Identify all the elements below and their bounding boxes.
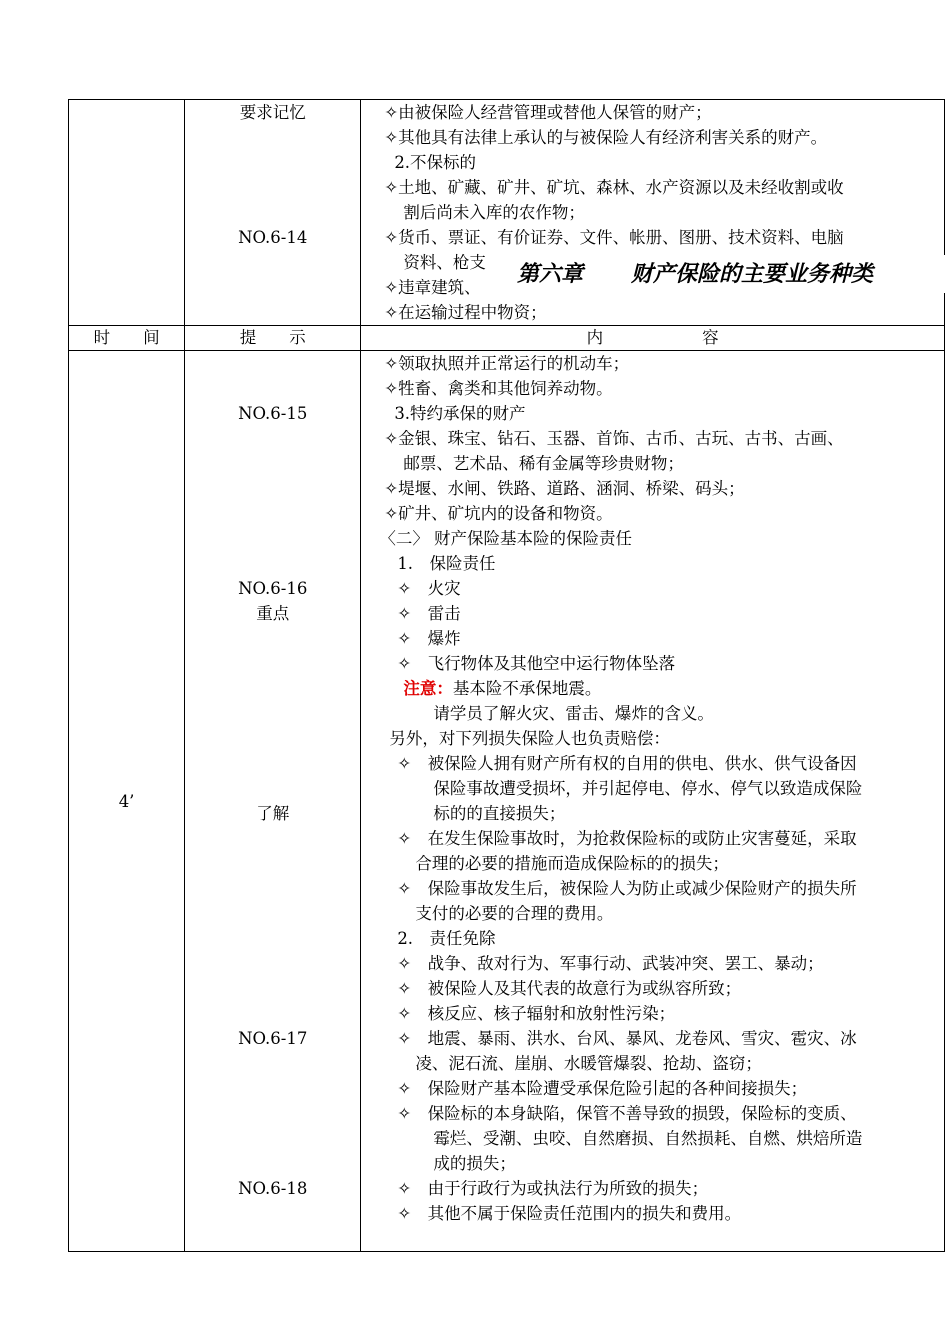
content-line: 合理的必要的措施而造成保险标的的损失； bbox=[415, 854, 729, 873]
content-line: 成的损失； bbox=[433, 1154, 516, 1173]
hint-text: NO.6-18 bbox=[238, 1179, 308, 1198]
content-line: 3.特约承保的财产 bbox=[394, 404, 526, 423]
content-cell-main bbox=[361, 351, 945, 1252]
hint-text: NO.6-15 bbox=[238, 404, 308, 423]
content-line: ✧ 雷击 bbox=[397, 604, 461, 623]
chapter-title-text: 财产保险的主要业务种类 bbox=[631, 261, 874, 287]
hint-text: NO.6-16 bbox=[238, 579, 308, 598]
content-line: 另外，对下列损失保险人也负责赔偿： bbox=[389, 729, 670, 748]
chapter-number: 第六章 bbox=[517, 261, 584, 287]
subsection-heading: 2. 责任免除 bbox=[397, 929, 496, 948]
time-value: 4’ bbox=[118, 791, 135, 811]
hint-text: NO.6-17 bbox=[238, 1029, 308, 1048]
note-line bbox=[361, 676, 944, 701]
note-text: 基本险不承保地震。 bbox=[452, 679, 602, 698]
hint-text: NO.6-14 bbox=[238, 228, 308, 247]
hint-text: 重点 bbox=[256, 604, 290, 623]
header-hint bbox=[185, 326, 361, 351]
chapter-heading bbox=[505, 255, 945, 293]
content-line: 割后尚未入库的农作物； bbox=[403, 203, 585, 222]
table-row-main bbox=[69, 351, 945, 1252]
hint-text: 要求记忆 bbox=[239, 103, 306, 122]
content-line: ✧ 由于行政行为或执法行为所致的损失； bbox=[397, 1179, 709, 1198]
content-line: ✧ 保险财产基本险遭受承保危险引起的各种间接损失； bbox=[397, 1079, 808, 1098]
note-label: 注意： bbox=[403, 679, 453, 698]
hint-text: 了解 bbox=[256, 804, 290, 823]
content-line: ✧ 核反应、核子辐射和放射性污染； bbox=[397, 1004, 676, 1023]
header-time-label: 时 间 bbox=[93, 328, 160, 347]
content-line: ✧ 战争、敌对行为、军事行动、武装冲突、罢工、暴动； bbox=[397, 954, 824, 973]
content-line: ✧领取执照并正常运行的机动车； bbox=[384, 354, 630, 373]
content-line: ✧堤堰、水闸、铁路、道路、涵洞、桥梁、码头； bbox=[384, 479, 745, 498]
content-line: ✧ 爆炸 bbox=[397, 629, 461, 648]
content-line: ✧金银、珠宝、钻石、玉器、首饰、古币、古玩、古书、古画、 bbox=[384, 429, 844, 448]
section-heading: 〈二〉 财产保险基本险的保险责任 bbox=[379, 529, 633, 548]
content-line: ✧牲畜、禽类和其他饲养动物。 bbox=[384, 379, 613, 398]
content-line: ✧货币、票证、有价证券、文件、帐册、图册、技术资料、电脑 bbox=[384, 228, 844, 247]
content-line: 保险事故遭受损坏，并引起停电、停水、停气以致造成保险 bbox=[433, 779, 863, 798]
content-line: 请学员了解火灾、雷击、爆炸的含义。 bbox=[433, 704, 714, 723]
content-line: 霉烂、受潮、虫咬、自然磨损、自然损耗、自燃、烘焙所造 bbox=[433, 1129, 863, 1148]
content-line: 标的的直接损失； bbox=[433, 804, 566, 823]
header-time bbox=[69, 326, 185, 351]
content-line: 资料、枪支 bbox=[403, 253, 486, 272]
content-line: ✧ 地震、暴雨、洪水、台风、暴风、龙卷风、雪灾、雹灾、冰 bbox=[397, 1029, 857, 1048]
time-cell-top bbox=[69, 100, 185, 326]
content-line: ✧矿井、矿坑内的设备和物资。 bbox=[384, 504, 613, 523]
content-line: ✧ 被保险人拥有财产所有权的自用的供电、供水、供气设备因 bbox=[397, 754, 857, 773]
content-line: ✧ 保险事故发生后，被保险人为防止或减少保险财产的损失所 bbox=[397, 879, 857, 898]
content-line: ✧其他具有法律上承认的与被保险人有经济利害关系的财产。 bbox=[384, 128, 828, 147]
subsection-heading: 1. 保险责任 bbox=[397, 554, 496, 573]
content-line: 2.不保标的 bbox=[394, 153, 477, 172]
header-content bbox=[361, 326, 945, 351]
hint-cell-main bbox=[185, 351, 361, 1252]
content-line: ✧土地、矿藏、矿井、矿坑、森林、水产资源以及未经收割或收 bbox=[384, 178, 844, 197]
content-line: ✧ 在发生保险事故时，为抢救保险标的或防止灾害蔓延，采取 bbox=[397, 829, 857, 848]
content-line: ✧违章建筑、 bbox=[384, 278, 481, 297]
content-line: ✧ 火灾 bbox=[397, 579, 461, 598]
content-line: ✧ 其他不属于保险责任范围内的损失和费用。 bbox=[397, 1204, 742, 1223]
table-header-row bbox=[69, 326, 945, 351]
content-line: ✧在运输过程中物资； bbox=[384, 303, 547, 322]
content-line: ✧ 飞行物体及其他空中运行物体坠落 bbox=[397, 654, 676, 673]
content-line: 凌、泥石流、崖崩、水暖管爆裂、抢劫、盗窃； bbox=[415, 1054, 762, 1073]
content-line: 支付的必要的合理的费用。 bbox=[415, 904, 614, 923]
time-cell-main bbox=[69, 351, 185, 1252]
content-line: ✧ 保险标的本身缺陷，保管不善导致的损毁，保险标的变质、 bbox=[397, 1104, 857, 1123]
content-line: ✧由被保险人经营管理或替他人保管的财产； bbox=[384, 103, 712, 122]
hint-cell-top bbox=[185, 100, 361, 326]
content-line: 邮票、艺术品、稀有金属等珍贵财物； bbox=[403, 454, 684, 473]
header-hint-label: 提 示 bbox=[239, 328, 306, 347]
content-line: ✧ 被保险人及其代表的故意行为或纵容所致； bbox=[397, 979, 742, 998]
header-content-label: 内 容 bbox=[586, 328, 719, 347]
